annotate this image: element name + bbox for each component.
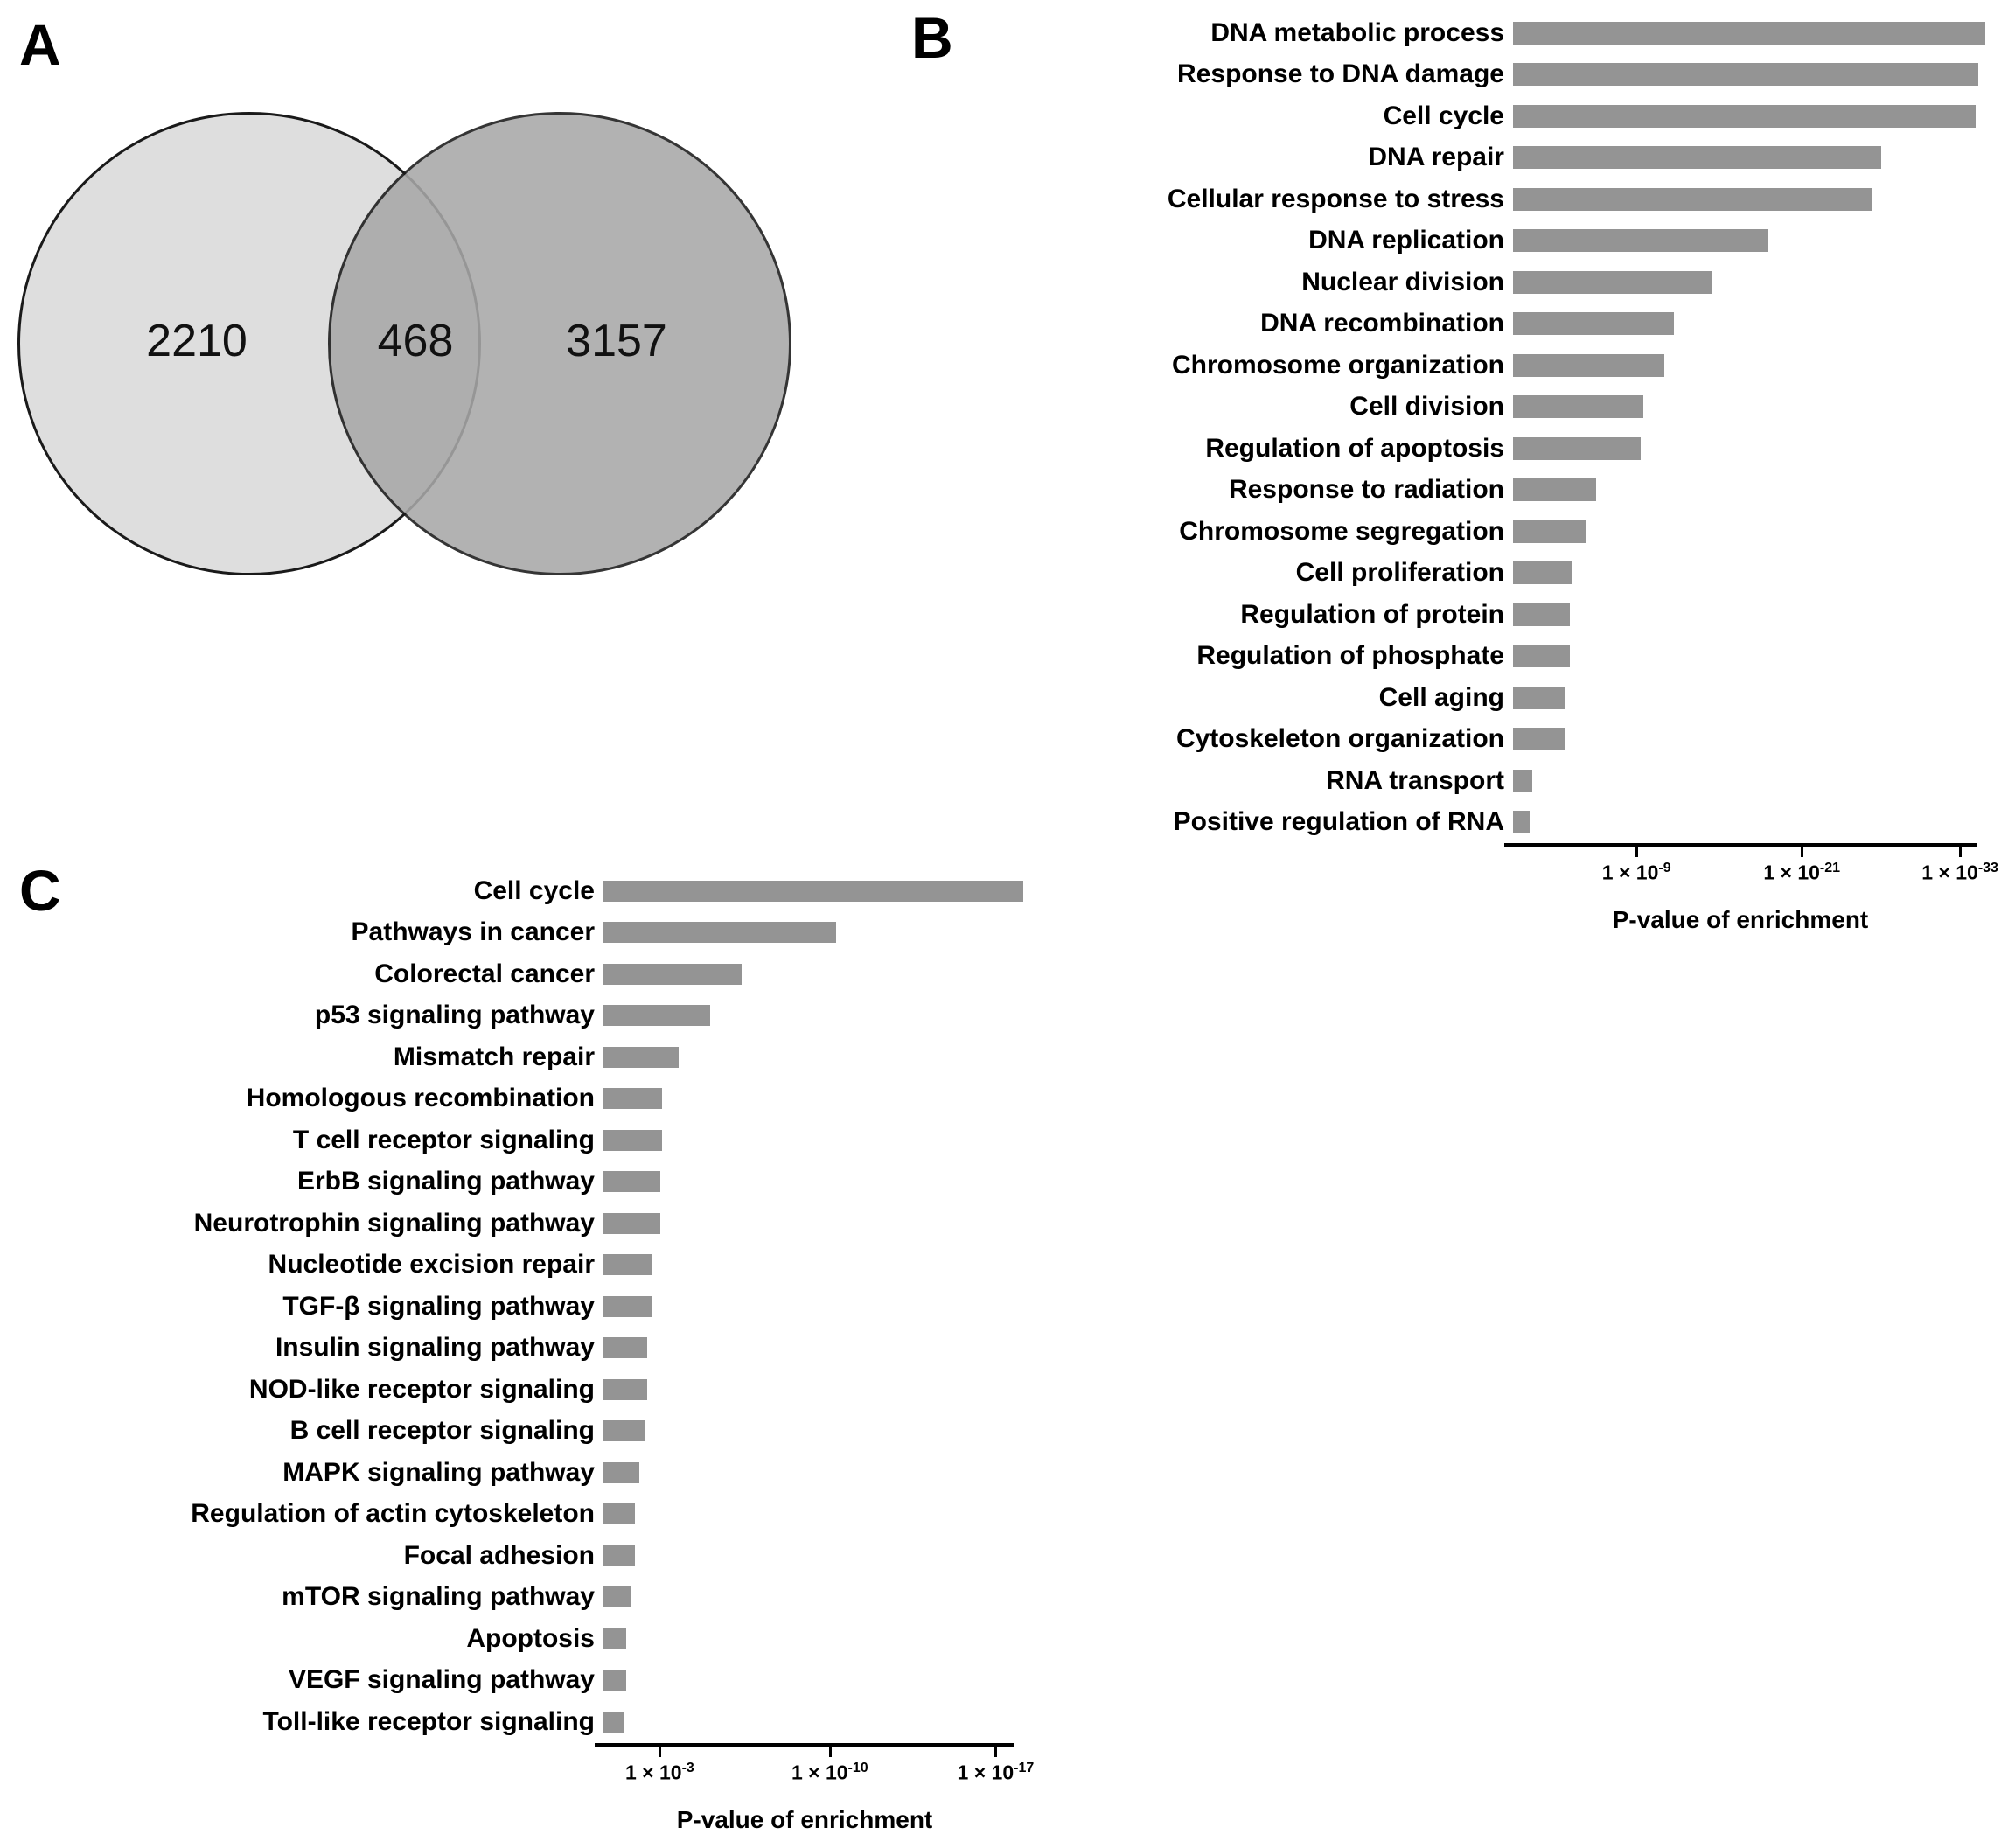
bar [603,1171,660,1192]
bar-track [1513,511,1985,553]
bar-track [603,953,1242,995]
bar-row [35,1036,1242,1078]
bar-track [603,1161,1242,1203]
bar-row [945,636,1985,678]
bar-row [945,387,1985,429]
bar-track [603,1494,1242,1536]
bar-track [1513,54,1985,96]
bar-row [945,220,1985,262]
bar [603,1420,645,1441]
panel-c-letter: C [19,858,61,923]
bar-row-label: Regulation of phosphate [1196,641,1504,671]
x-axis-tick [659,1747,661,1757]
bar-row-label: Nuclear division [1301,267,1504,296]
bar-track [603,1036,1242,1078]
bar-row [35,1577,1242,1619]
bar [1513,728,1565,750]
x-axis-tick-label: $1 \times 10^{-10}$ [791,1760,868,1784]
bar-row [945,178,1985,220]
bar [603,1545,635,1566]
bar-row-label: DNA repair [1368,143,1504,172]
bar-track [603,1660,1242,1702]
bar-row [945,95,1985,137]
panel-b-go-enrichment-chart [892,0,2008,933]
x-axis-tick-label: $1 \times 10^{-17}$ [957,1760,1035,1784]
bar-row [35,1286,1242,1328]
bar-row [35,1618,1242,1660]
bar-track [603,912,1242,954]
x-axis-tick-label: $1 \times 10^{-21}$ [1763,861,1841,884]
bar-track [1513,719,1985,761]
bar [603,1503,635,1524]
bar [603,1296,652,1317]
venn-diagram [17,96,822,595]
bar-track [1513,636,1985,678]
bar [603,1670,626,1691]
bar [603,1047,679,1068]
bar [603,1586,631,1607]
bar-row-label: Focal adhesion [403,1540,595,1570]
x-axis-tick [1635,847,1638,857]
bar-row [945,470,1985,512]
bar-row-label: Cell cycle [473,875,595,905]
bar-track [603,1119,1242,1161]
bar-track [603,1078,1242,1120]
bar [1513,561,1572,584]
bar-track [603,1328,1242,1370]
bar-row-label: Apoptosis [466,1623,595,1653]
bar-row-label: VEGF signaling pathway [288,1665,595,1695]
bar-row [35,1701,1242,1743]
bar [1513,520,1586,543]
bar-row [945,594,1985,636]
bar-row-label: Regulation of apoptosis [1205,433,1504,463]
bar-row-label: Chromosome segregation [1179,516,1504,546]
bar [1513,188,1872,211]
bar-row-label: Response to radiation [1228,475,1504,505]
bar [603,964,742,985]
bar-row-label: Chromosome organization [1171,350,1504,380]
bar-row [945,137,1985,179]
bar-row-label: MAPK signaling pathway [282,1457,595,1487]
bar-track [603,1286,1242,1328]
venn-intersection-count: 468 [377,316,454,366]
bar-track [1513,470,1985,512]
bar [1513,354,1664,377]
x-axis-tick-label: $1 \times 10^{-9}$ [1601,861,1671,884]
bar [1513,395,1643,418]
bar [1513,271,1712,294]
bar [1513,105,1976,128]
bar-track [1513,428,1985,470]
bar-row-label: Response to DNA damage [1177,59,1504,89]
bar-row [945,428,1985,470]
bar-track [603,870,1242,912]
bar-row-label: TGF-β signaling pathway [282,1291,595,1321]
bar [1513,437,1641,460]
x-axis-tick [829,1747,832,1757]
bar [1513,645,1570,667]
bar-track [603,1452,1242,1494]
bar-row [35,1328,1242,1370]
bar-row-label: Cell cycle [1383,101,1504,130]
bar [603,1379,647,1400]
bar-row [35,870,1242,912]
bar-row [35,1452,1242,1494]
bar-row [35,1660,1242,1702]
bar-track [603,1535,1242,1577]
bar-track [603,1577,1242,1619]
bar [1513,63,1978,86]
bar [603,1130,662,1151]
x-axis-tick-label: $1 \times 10^{-3}$ [624,1760,694,1784]
bar-track [1513,137,1985,179]
bar [1513,811,1530,833]
bar [603,1628,626,1649]
bar [603,1088,662,1109]
bar-row [945,760,1985,802]
bar [603,1462,639,1483]
bar-track [1513,594,1985,636]
bar-track [603,1369,1242,1411]
bar [1513,770,1532,792]
x-axis-line [595,1743,1014,1747]
bar-track [603,1411,1242,1453]
bar-row [945,54,1985,96]
bar-row-label: Homologous recombination [246,1084,595,1113]
x-axis-title: P-value of enrichment [1612,906,1869,933]
bar-row [945,303,1985,345]
x-axis-tick-label: $1 \times 10^{-33}$ [1921,861,1998,884]
bar-row-label: mTOR signaling pathway [282,1582,595,1612]
bar-row-label: Toll-like receptor signaling [262,1706,595,1736]
bar-row-label: p53 signaling pathway [314,1001,595,1030]
bar-row [35,1245,1242,1287]
bar-row-label: ErbB signaling pathway [296,1167,595,1196]
venn-right-count: 3157 [566,316,667,366]
bar-row [35,912,1242,954]
bar-row-label: T cell receptor signaling [292,1125,595,1154]
bar-track [1513,12,1985,54]
bar-row-label: DNA replication [1308,226,1504,255]
bar-row [945,677,1985,719]
bar-row [945,12,1985,54]
panel-a-venn-diagram [0,0,875,665]
bar [603,922,836,943]
bar-row [35,1535,1242,1577]
bar [603,1337,647,1358]
bar-row-label: Cell proliferation [1295,558,1504,588]
bar-track [1513,303,1985,345]
panel-c-kegg-pathway-chart [0,853,1312,1833]
bar-row [35,953,1242,995]
bar-row-label: RNA transport [1326,765,1504,795]
bar [603,1712,624,1733]
bar-row-label: B cell receptor signaling [289,1416,595,1446]
x-axis-title: P-value of enrichment [676,1805,933,1833]
bar-row [35,1369,1242,1411]
bar-row [35,1494,1242,1536]
bar-track [1513,760,1985,802]
bar-row-label: Nucleotide excision repair [268,1250,595,1280]
bar-row-label: Colorectal cancer [374,959,595,988]
bar-track [1513,345,1985,387]
bar-track [1513,677,1985,719]
bar-track [603,1618,1242,1660]
bar-row [35,1119,1242,1161]
bar-row-label: Neurotrophin signaling pathway [193,1208,595,1238]
bar-row-label: Regulation of actin cytoskeleton [191,1499,595,1529]
x-axis-line [1504,843,1977,847]
bar [1513,146,1881,169]
bar-track [1513,262,1985,303]
bar-row [945,719,1985,761]
bar-track [1513,553,1985,595]
bar-row [35,1411,1242,1453]
bar-row-label: Pathways in cancer [351,917,595,947]
bar-track [603,1245,1242,1287]
bar [603,1254,652,1275]
bar [1513,687,1565,709]
bar [603,881,1023,902]
bar-row-label: Insulin signaling pathway [275,1333,595,1363]
x-axis-tick [1801,847,1803,857]
x-axis-tick [994,1747,997,1757]
go-terms-bar-rows [945,12,1998,948]
bar-row-label: DNA metabolic process [1210,17,1504,47]
panel-a-letter: A [19,12,61,77]
bar [1513,229,1768,252]
bar-row [35,1161,1242,1203]
bar-track [1513,178,1985,220]
bar-row-label: Cell aging [1378,682,1504,712]
x-axis-tick [1959,847,1962,857]
bar [1513,478,1596,501]
bar-row [945,262,1985,303]
bar-track [603,995,1242,1037]
bar-track [1513,387,1985,429]
bar [1513,312,1674,335]
bar [1513,22,1985,45]
bar-row [945,345,1985,387]
bar-track [1513,802,1985,844]
bar-row-label: Positive regulation of RNA [1173,807,1504,837]
bar-track [1513,220,1985,262]
bar-track [603,1701,1242,1743]
bar [1513,603,1570,626]
bar-row [35,995,1242,1037]
venn-left-count: 2210 [146,316,248,366]
bar-track [1513,95,1985,137]
bar-row-label: Cytoskeleton organization [1175,724,1504,754]
bar-row-label: NOD-like receptor signaling [248,1374,595,1404]
bar-track [603,1203,1242,1245]
bar-row-label: Cellular response to stress [1167,184,1504,213]
bar-row [35,1203,1242,1245]
bar [603,1213,660,1234]
bar-row [945,511,1985,553]
bar-row [35,1078,1242,1120]
bar-row [945,802,1985,844]
bar-row-label: Mismatch repair [393,1042,595,1071]
bar-row-label: Cell division [1349,392,1504,422]
panel-b-letter: B [911,5,953,70]
bar-row-label: DNA recombination [1260,309,1504,338]
kegg-pathways-bar-rows [35,870,1242,1848]
bar [603,1005,710,1026]
bar-row-label: Regulation of protein [1240,599,1504,629]
bar-row [945,553,1985,595]
